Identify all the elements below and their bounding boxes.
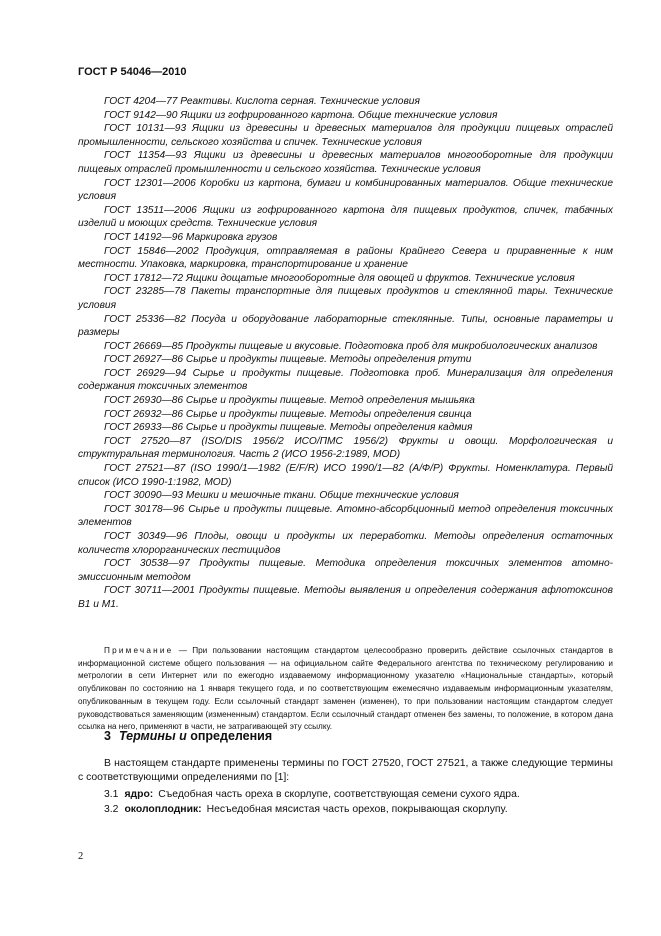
term-number: 3.1 (104, 789, 119, 800)
reference-item: ГОСТ 13511—2006 Ящики из гофрированного картона для пищевых продуктов, спичек, табачных изделий и моющих средств. Технические условия (78, 204, 613, 230)
reference-item: ГОСТ 25336—82 Посуда и оборудование лабораторные стеклянные. Типы, основные параметры и размеры (78, 313, 613, 339)
reference-item: ГОСТ 9142—90 Ящики из гофрированного картона. Общие технические условия (104, 109, 498, 121)
normative-references-list (78, 95, 613, 612)
reference-item: ГОСТ 10131—93 Ящики из древесины и древесных материалов для продукции пищевых отраслей промышленности, сельского хозяйства и спичек. Технические условия (78, 123, 613, 148)
reference-item: ГОСТ 30090—93 Мешки и мешочные ткани. Общие технические условия (104, 490, 459, 502)
section-number: 3 (104, 729, 111, 743)
note-dash: — (173, 646, 193, 655)
reference-item: ГОСТ 30178—96 Сырье и продукты пищевые. Атомно-абсорбционный метод определения токсичных элементов (78, 503, 613, 529)
reference-item: ГОСТ 27521—87 (ISO 1990/1—1982 (E/F/R) ИСО 1990/1—82 (А/Ф/Р) Фрукты. Номенклатура. Первый список (ИСО 1990-1:1982, MOD) (78, 463, 613, 488)
section-title-rest: определения (186, 729, 273, 743)
term-word: ядро: (124, 789, 154, 800)
reference-item: ГОСТ 26669—85 Продукты пищевые и вкусовые. Подготовка проб для микробиологических анализов (104, 340, 598, 352)
document-header: ГОСТ Р 54046—2010 (78, 66, 187, 78)
term-definition-item (104, 788, 520, 802)
reference-item: ГОСТ 11354—93 Ящики из древесины и древесных материалов многооборотные для продукции пищевых отраслей промышленности и сельского хозяйства. Технические условия (78, 150, 613, 175)
term-definition: Съедобная часть ореха в скорлупе, соответствующая семени сухого ядра. (158, 789, 520, 800)
reference-item: ГОСТ 12301—2006 Коробки из картона, бумаги и комбинированных материалов. Общие технические условия (78, 177, 613, 203)
reference-item: ГОСТ 27520—87 (ISO/DIS 1956/2 ИСО/ПМС 1956/2) Фрукты и овощи. Морфологическая и структуральная терминология. Часть 2 (ИСО 1956-2:1989, MOD) (78, 435, 613, 461)
reference-item: ГОСТ 15846—2002 Продукция, отправляемая в районы Крайнего Севера и приравненные к ним местности. Упаковка, маркировка, транспортирование и хранение (78, 245, 613, 271)
reference-item: ГОСТ 30711—2001 Продукты пищевые. Методы выявления и определения содержания афлотоксинов В1 и М1. (78, 585, 613, 610)
reference-item: ГОСТ 4204—77 Реактивы. Кислота серная. Технические условия (104, 96, 420, 107)
reference-item: ГОСТ 26932—86 Сырье и продукты пищевые. Методы определения свинца (104, 408, 472, 420)
reference-item: ГОСТ 26933—86 Сырье и продукты пищевые. Методы определения кадмия (104, 422, 473, 434)
term-word: околоплодник: (124, 804, 202, 815)
term-definition: Несъедобная мясистая часть орехов, покрывающая скорлупу. (206, 804, 508, 815)
reference-item: ГОСТ 26930—86 Сырье и продукты пищевые. Метод определения мышьяка (104, 395, 475, 407)
reference-item: ГОСТ 26927—86 Сырье и продукты пищевые. Методы определения ртути (104, 354, 472, 366)
reference-item: ГОСТ 30538—97 Продукты пищевые. Методика определения токсичных элементов атомно-эмиссионным методом (78, 558, 613, 583)
page-number: 2 (78, 851, 84, 862)
reference-item: ГОСТ 14192—96 Маркировка грузов (104, 231, 278, 243)
section-heading (104, 729, 272, 743)
note-label: Примечание (104, 646, 174, 655)
section-intro: В настоящем стандарте применены термины по ГОСТ 27520, ГОСТ 27521, а также следующие термины с соответствующими определениями по [1]: (78, 758, 613, 784)
reference-item: ГОСТ 17812—72 Ящики дощатые многооборотные для овощей и фруктов. Технические условия (104, 272, 575, 284)
section-title-italic: Термины и (118, 729, 187, 743)
term-number: 3.2 (104, 804, 119, 815)
reference-item: ГОСТ 30349—96 Плоды, овощи и продукты их переработки. Методы определения остаточных количеств хлорорганических пестицидов (78, 531, 613, 556)
reference-item: ГОСТ 26929—94 Сырье и продукты пищевые. Подготовка проб. Минерализация для определения содержания токсичных элементов (78, 367, 613, 393)
term-definition-item (104, 803, 508, 817)
reference-item: ГОСТ 23285—78 Пакеты транспортные для пищевых продуктов и стеклянной тары. Технические условия (78, 286, 613, 311)
note-text: При пользовании настоящим стандартом целесообразно проверить действие ссылочных стандартов в информационной системе общего пользования — на официальном сайте Федерального агентства по техническому регулированию и метрологии в сети Интернет или по ежегодно издаваемому информационному указателю «Национальные стандарты», который опубликован по состоянию на 1 января текущего года, и по соответствующим ежемесячно издаваемым информационным указателям, опубликованным в текущем году. Если ссылочный стандарт заменен (изменен), то при пользовании настоящим стандартом следует руководствоваться заменяющим (измененным) стандартом. Если ссылочный стандарт отменен без замены, то положение, в котором дана ссылка на него, применяют в части, не затрагивающей эту ссылку. (78, 646, 613, 732)
note-paragraph (78, 645, 613, 734)
